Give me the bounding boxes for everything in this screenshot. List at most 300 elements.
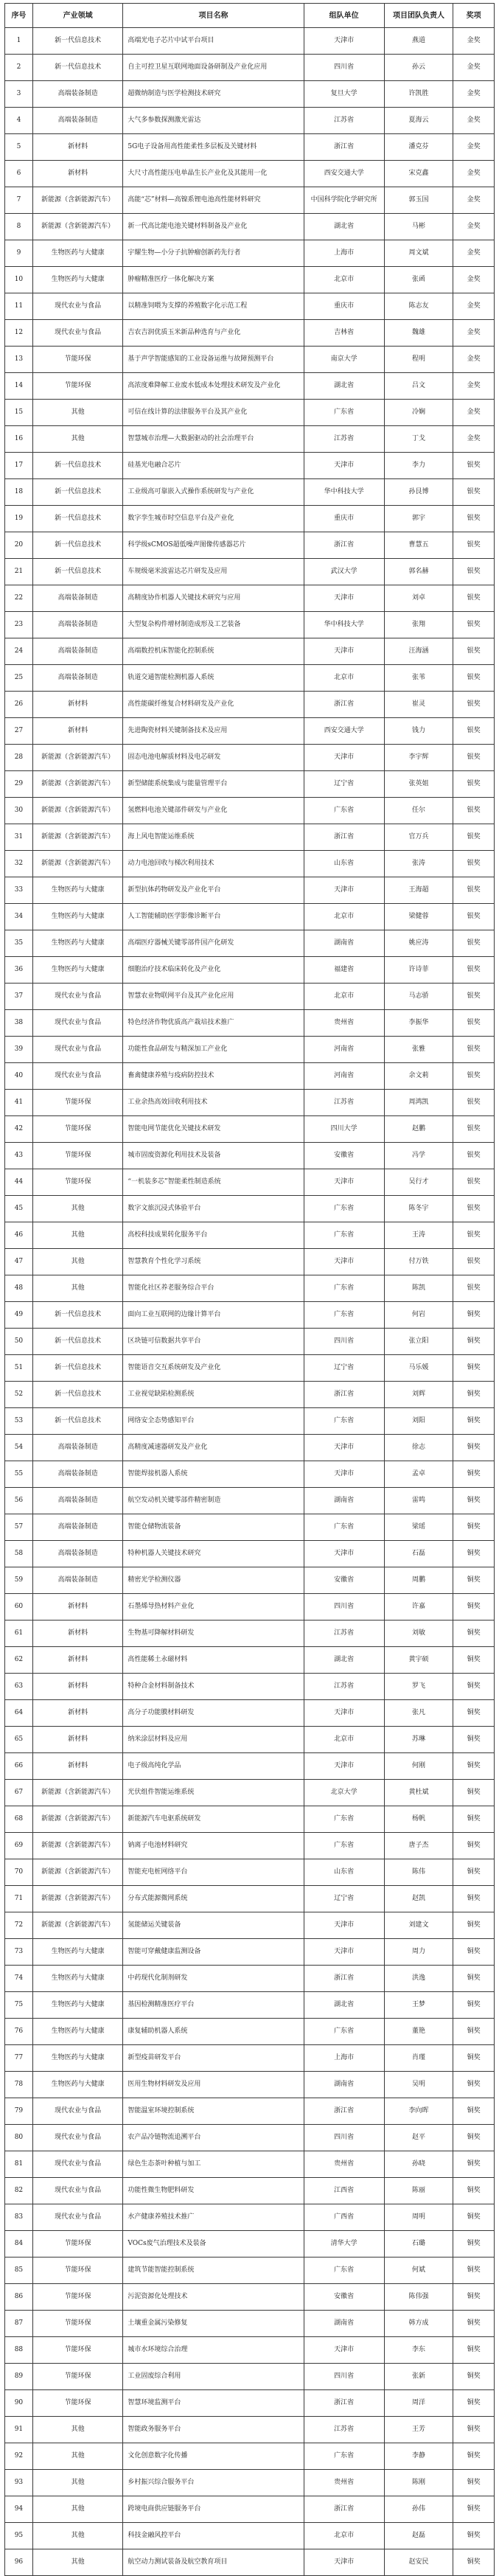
row-unit: 广西省 [304,2204,384,2231]
row-unit: 广东省 [304,2019,384,2045]
row-index: 66 [5,1753,33,1780]
row-field: 生物医药与大健康 [32,930,123,957]
row-project-name: 高性能稀土永磁材料 [123,1647,304,1674]
awards-table [4,3,495,2576]
row-leader: 黄宇硕 [384,1647,453,1674]
row-project-name: 先进陶瓷材料关键制备技术及应用 [123,718,304,745]
table-row [5,2417,495,2443]
row-index: 74 [5,1966,33,1992]
row-field: 高端装备制造 [32,1435,123,1461]
row-unit: 华中科技大学 [304,612,384,638]
row-field: 现代农业与食品 [32,1010,123,1037]
row-unit: 四川省 [304,1329,384,1355]
table-row [5,1859,495,1886]
row-award: 铜奖 [453,2178,495,2204]
row-unit: 天津市 [304,1753,384,1780]
row-unit: 湖北省 [304,1992,384,2019]
table-row [5,2258,495,2284]
row-award: 铜奖 [453,2311,495,2337]
row-project-name: 工业余热高效回收利用技术 [123,1090,304,1116]
row-unit: 河南省 [304,1037,384,1063]
row-unit: 天津市 [304,877,384,904]
row-leader: 孙伟 [384,2496,453,2523]
row-leader: 许诗菲 [384,957,453,984]
row-unit: 浙江省 [304,824,384,851]
row-index: 48 [5,1275,33,1302]
col-header-leader: 项目团队负责人 [384,4,453,28]
row-project-name: 文化创意数字化传播 [123,2443,304,2470]
row-field: 现代农业与食品 [32,2125,123,2151]
row-leader: 许嘉 [384,1594,453,1621]
row-index: 59 [5,1567,33,1594]
row-award: 铜奖 [453,2072,495,2098]
row-field: 新材料 [32,1753,123,1780]
row-award: 银奖 [453,506,495,532]
row-leader: 郭名赫 [384,559,453,585]
row-award: 银奖 [453,1090,495,1116]
row-field: 新能源（含新能源汽车） [32,851,123,877]
row-leader: 吴行才 [384,1169,453,1196]
row-index: 6 [5,161,33,187]
row-award: 铜奖 [453,1674,495,1700]
row-index: 63 [5,1674,33,1700]
table-row [5,1435,495,1461]
row-field: 新材料 [32,1594,123,1621]
row-leader: 洪逸 [384,1966,453,1992]
row-field: 高端装备制造 [32,1567,123,1594]
row-leader: 李振华 [384,1010,453,1037]
table-row [5,506,495,532]
row-project-name: 新型疫苗研发平台 [123,2045,304,2072]
row-unit: 浙江省 [304,2496,384,2523]
row-index: 96 [5,2549,33,2576]
row-award: 金奖 [453,267,495,293]
row-project-name: 大型复杂构件增材制造成形及工艺装备 [123,612,304,638]
table-row [5,877,495,904]
row-unit: 西安交通大学 [304,718,384,745]
row-field: 新一代信息技术 [32,1382,123,1408]
row-unit: 江苏省 [304,426,384,453]
row-award: 铜奖 [453,1647,495,1674]
row-unit: 贵州省 [304,1010,384,1037]
row-unit: 清华大学 [304,2231,384,2258]
table-header-row [5,4,495,28]
table-row [5,1806,495,1833]
row-index: 52 [5,1382,33,1408]
row-award: 银奖 [453,718,495,745]
table-row [5,1169,495,1196]
row-award: 银奖 [453,984,495,1010]
row-index: 16 [5,426,33,453]
row-unit: 中国科学院化学研究所 [304,187,384,214]
row-index: 3 [5,81,33,108]
row-field: 新材料 [32,1727,123,1753]
table-row [5,930,495,957]
row-unit: 江西省 [304,2178,384,2204]
row-index: 43 [5,1143,33,1169]
row-leader: 郭玉国 [384,187,453,214]
table-row [5,1541,495,1567]
row-project-name: 医用生物材料研发及应用 [123,2072,304,2098]
row-field: 新能源（含新能源汽车） [32,1859,123,1886]
table-row [5,1408,495,1435]
row-index: 53 [5,1408,33,1435]
table-row [5,1833,495,1859]
row-index: 78 [5,2072,33,2098]
row-leader: 刘敏 [384,1621,453,1647]
row-leader: 石磊 [384,1541,453,1567]
row-unit: 广东省 [304,1275,384,1302]
row-award: 银奖 [453,1116,495,1143]
row-index: 38 [5,1010,33,1037]
row-leader: 雷鸣 [384,1488,453,1514]
table-row [5,2231,495,2258]
table-row [5,692,495,718]
row-leader: 周鸿凯 [384,1090,453,1116]
row-field: 新材料 [32,161,123,187]
row-project-name: 精密光学检测仪器 [123,1567,304,1594]
row-award: 铜奖 [453,1939,495,1966]
row-unit: 江苏省 [304,1621,384,1647]
row-field: 新能源（含新能源汽车） [32,1886,123,1912]
row-project-name: 智慧城市治理—大数据驱动的社会治理平台 [123,426,304,453]
row-leader: 夏海云 [384,108,453,134]
row-leader: 魏雄 [384,320,453,347]
table-row [5,532,495,559]
row-leader: 马志骄 [384,984,453,1010]
row-leader: 肖瑾 [384,2045,453,2072]
row-project-name: 农产品冷链物流追溯平台 [123,2125,304,2151]
row-unit: 浙江省 [304,1966,384,1992]
row-project-name: 智能语音交互系统研发及产业化 [123,1355,304,1382]
row-index: 56 [5,1488,33,1514]
row-unit: 天津市 [304,745,384,771]
row-award: 铜奖 [453,1408,495,1435]
table-row [5,2311,495,2337]
row-leader: 黄杜斌 [384,1780,453,1806]
row-unit: 南京大学 [304,347,384,373]
row-leader: 程明 [384,347,453,373]
table-row [5,1143,495,1169]
table-row [5,2178,495,2204]
row-field: 节能环保 [32,2311,123,2337]
row-index: 79 [5,2098,33,2125]
row-project-name: 纳米涂层材料及应用 [123,1727,304,1753]
row-unit: 浙江省 [304,134,384,161]
row-project-name: 康复辅助机器人系统 [123,2019,304,2045]
row-leader: 宋克鑫 [384,161,453,187]
row-award: 铜奖 [453,1912,495,1939]
row-field: 其他 [32,2417,123,2443]
row-field: 新一代信息技术 [32,1355,123,1382]
row-index: 45 [5,1196,33,1222]
table-row [5,1647,495,1674]
table-row [5,1753,495,1780]
row-project-name: 基于声学智能感知的工业设备运维与故障预测平台 [123,347,304,373]
row-field: 现代农业与食品 [32,2178,123,2204]
table-row [5,267,495,293]
row-unit: 广东省 [304,798,384,824]
row-project-name: 特种机器人关键技术研究 [123,1541,304,1567]
row-project-name: 智能温室环境控制系统 [123,2098,304,2125]
table-row [5,1461,495,1488]
row-unit: 湖南省 [304,2311,384,2337]
row-project-name: 智能焊接机器人系统 [123,1461,304,1488]
row-field: 高端装备制造 [32,1514,123,1541]
table-row [5,1966,495,1992]
row-index: 80 [5,2125,33,2151]
row-award: 铜奖 [453,2204,495,2231]
row-award: 铜奖 [453,2470,495,2496]
row-unit: 天津市 [304,638,384,665]
row-project-name: 科技金融风控平台 [123,2523,304,2549]
row-index: 44 [5,1169,33,1196]
row-unit: 四川省 [304,55,384,81]
row-award: 铜奖 [453,1488,495,1514]
row-project-name: 航空发动机关键零部件精密制造 [123,1488,304,1514]
row-leader: 周力 [384,1939,453,1966]
row-field: 新能源（含新能源汽车） [32,798,123,824]
row-leader: 张英姐 [384,771,453,798]
row-leader: 付万铁 [384,1249,453,1275]
row-award: 金奖 [453,293,495,320]
table-row [5,559,495,585]
row-unit: 广东省 [304,1514,384,1541]
row-award: 金奖 [453,240,495,267]
row-unit: 北京市 [304,904,384,930]
row-index: 95 [5,2523,33,2549]
row-leader: 刘阳 [384,1408,453,1435]
row-leader: 陈志友 [384,293,453,320]
row-project-name: 固态电池电解质材料及电芯研发 [123,745,304,771]
table-row [5,1116,495,1143]
table-row [5,108,495,134]
row-project-name: 功能性食品研发与精深加工产业化 [123,1037,304,1063]
row-award: 铜奖 [453,2549,495,2576]
table-row [5,1355,495,1382]
row-award: 铜奖 [453,1886,495,1912]
row-leader: 韩方成 [384,2311,453,2337]
row-index: 51 [5,1355,33,1382]
row-leader: 周洋 [384,2390,453,2417]
row-field: 生物医药与大健康 [32,1992,123,2019]
row-award: 银奖 [453,1169,495,1196]
row-field: 节能环保 [32,2284,123,2311]
row-index: 37 [5,984,33,1010]
table-row [5,665,495,692]
row-award: 铜奖 [453,2496,495,2523]
row-award: 铜奖 [453,1780,495,1806]
row-award: 铜奖 [453,2443,495,2470]
row-unit: 安徽省 [304,2284,384,2311]
row-unit: 河南省 [304,1063,384,1090]
row-project-name: 高精度减速器研发及产业化 [123,1435,304,1461]
row-award: 铜奖 [453,1966,495,1992]
row-leader: 赵凯 [384,1886,453,1912]
row-field: 新材料 [32,692,123,718]
row-project-name: 污泥资源化处理技术 [123,2284,304,2311]
row-unit: 湖南省 [304,2072,384,2098]
table-row [5,1063,495,1090]
row-leader: 冯学 [384,1143,453,1169]
row-field: 新能源（含新能源汽车） [32,771,123,798]
row-index: 4 [5,108,33,134]
table-row [5,479,495,506]
table-row [5,1037,495,1063]
row-unit: 北京大学 [304,1780,384,1806]
row-award: 金奖 [453,320,495,347]
row-award: 金奖 [453,426,495,453]
row-project-name: 新能源汽车电驱系统研发 [123,1806,304,1833]
row-project-name: 高性能碳纤维复合材料研发及产业化 [123,692,304,718]
table-row [5,2151,495,2178]
row-index: 9 [5,240,33,267]
table-row [5,2284,495,2311]
row-project-name: 宇耀生物—小分子抗肿瘤创新药先行者 [123,240,304,267]
table-row [5,2496,495,2523]
row-field: 生物医药与大健康 [32,240,123,267]
row-leader: 刘建文 [384,1912,453,1939]
row-leader: 姚应涛 [384,930,453,957]
row-index: 34 [5,904,33,930]
row-index: 42 [5,1116,33,1143]
row-index: 58 [5,1541,33,1567]
row-field: 生物医药与大健康 [32,1939,123,1966]
row-unit: 辽宁省 [304,1355,384,1382]
row-index: 70 [5,1859,33,1886]
row-project-name: 基因检测精准医疗平台 [123,1992,304,2019]
table-row [5,1674,495,1700]
row-award: 铜奖 [453,2390,495,2417]
row-project-name: 轨道交通智能检测机器人系统 [123,665,304,692]
row-unit: 广东省 [304,1833,384,1859]
row-leader: 张函 [384,267,453,293]
row-leader: 刘辉 [384,1382,453,1408]
row-unit: 广东省 [304,1222,384,1249]
row-field: 其他 [32,1275,123,1302]
row-index: 28 [5,745,33,771]
row-award: 金奖 [453,28,495,55]
row-field: 新能源（含新能源汽车） [32,745,123,771]
table-row [5,400,495,426]
row-unit: 湖北省 [304,214,384,240]
row-project-name: 工业固废综合利用 [123,2364,304,2390]
row-leader: 孙艮博 [384,479,453,506]
row-unit: 天津市 [304,1461,384,1488]
row-field: 新能源（含新能源汽车） [32,187,123,214]
row-project-name: 航空动力测试装备及航空教育项目 [123,2549,304,2576]
row-project-name: 特种合金材料制备技术 [123,1674,304,1700]
row-award: 铜奖 [453,1329,495,1355]
row-index: 93 [5,2470,33,2496]
row-unit: 湖北省 [304,373,384,400]
col-header-award: 奖项 [453,4,495,28]
row-award: 银奖 [453,1249,495,1275]
row-unit: 湖南省 [304,1488,384,1514]
row-project-name: 智能充电桩网络平台 [123,1859,304,1886]
row-field: 生物医药与大健康 [32,904,123,930]
row-unit: 天津市 [304,28,384,55]
table-row [5,1382,495,1408]
row-project-name: 畜禽健康养殖与疫病防控技术 [123,1063,304,1090]
row-index: 89 [5,2364,33,2390]
row-award: 铜奖 [453,2045,495,2072]
row-leader: 刘卓 [384,585,453,612]
row-award: 金奖 [453,214,495,240]
col-header-field: 产业领域 [32,4,123,28]
row-field: 新一代信息技术 [32,453,123,479]
row-field: 新材料 [32,1674,123,1700]
row-award: 铜奖 [453,1514,495,1541]
row-field: 其他 [32,426,123,453]
row-project-name: 大气多参数探测激光雷达 [123,108,304,134]
row-index: 64 [5,1700,33,1727]
table-row [5,2204,495,2231]
row-project-name: 高端光电子芯片中试平台项目 [123,28,304,55]
row-field: 高端装备制造 [32,1488,123,1514]
row-unit: 武汉大学 [304,559,384,585]
row-unit: 天津市 [304,1912,384,1939]
row-unit: 天津市 [304,453,384,479]
table-row [5,2125,495,2151]
table-row [5,2549,495,2576]
row-field: 高端装备制造 [32,638,123,665]
row-unit: 上海市 [304,2045,384,2072]
row-field: 节能环保 [32,1116,123,1143]
row-award: 金奖 [453,81,495,108]
table-row [5,1275,495,1302]
row-project-name: 电子级高纯化学品 [123,1753,304,1780]
row-award: 银奖 [453,585,495,612]
table-row [5,585,495,612]
row-field: 现代农业与食品 [32,2098,123,2125]
row-leader: 王海超 [384,877,453,904]
row-leader: 李力 [384,453,453,479]
row-field: 新能源（含新能源汽车） [32,1780,123,1806]
row-project-name: 高端医疗器械关键零部件国产化研发 [123,930,304,957]
row-field: 高端装备制造 [32,108,123,134]
row-award: 银奖 [453,1196,495,1222]
row-project-name: 智能电网节能优化关键技术研发 [123,1116,304,1143]
row-unit: 北京市 [304,2523,384,2549]
row-project-name: 氢燃料电池关键部件研发与产业化 [123,798,304,824]
row-award: 银奖 [453,1037,495,1063]
col-header-index: 序号 [5,4,33,28]
row-field: 其他 [32,2443,123,2470]
row-index: 50 [5,1329,33,1355]
row-index: 61 [5,1621,33,1647]
row-award: 铜奖 [453,1621,495,1647]
row-award: 铜奖 [453,1435,495,1461]
row-unit: 天津市 [304,1249,384,1275]
table-row [5,745,495,771]
row-index: 76 [5,2019,33,2045]
col-header-project: 项目名称 [123,4,304,28]
row-index: 84 [5,2231,33,2258]
table-row [5,1514,495,1541]
row-unit: 吉林省 [304,320,384,347]
table-row [5,55,495,81]
row-unit: 湖南省 [304,930,384,957]
row-leader: 石璐 [384,2231,453,2258]
row-unit: 北京市 [304,267,384,293]
row-award: 银奖 [453,665,495,692]
row-unit: 江苏省 [304,1674,384,1700]
row-award: 银奖 [453,1143,495,1169]
row-field: 高端装备制造 [32,612,123,638]
table-row [5,957,495,984]
awards-table-sheet [4,3,495,2576]
